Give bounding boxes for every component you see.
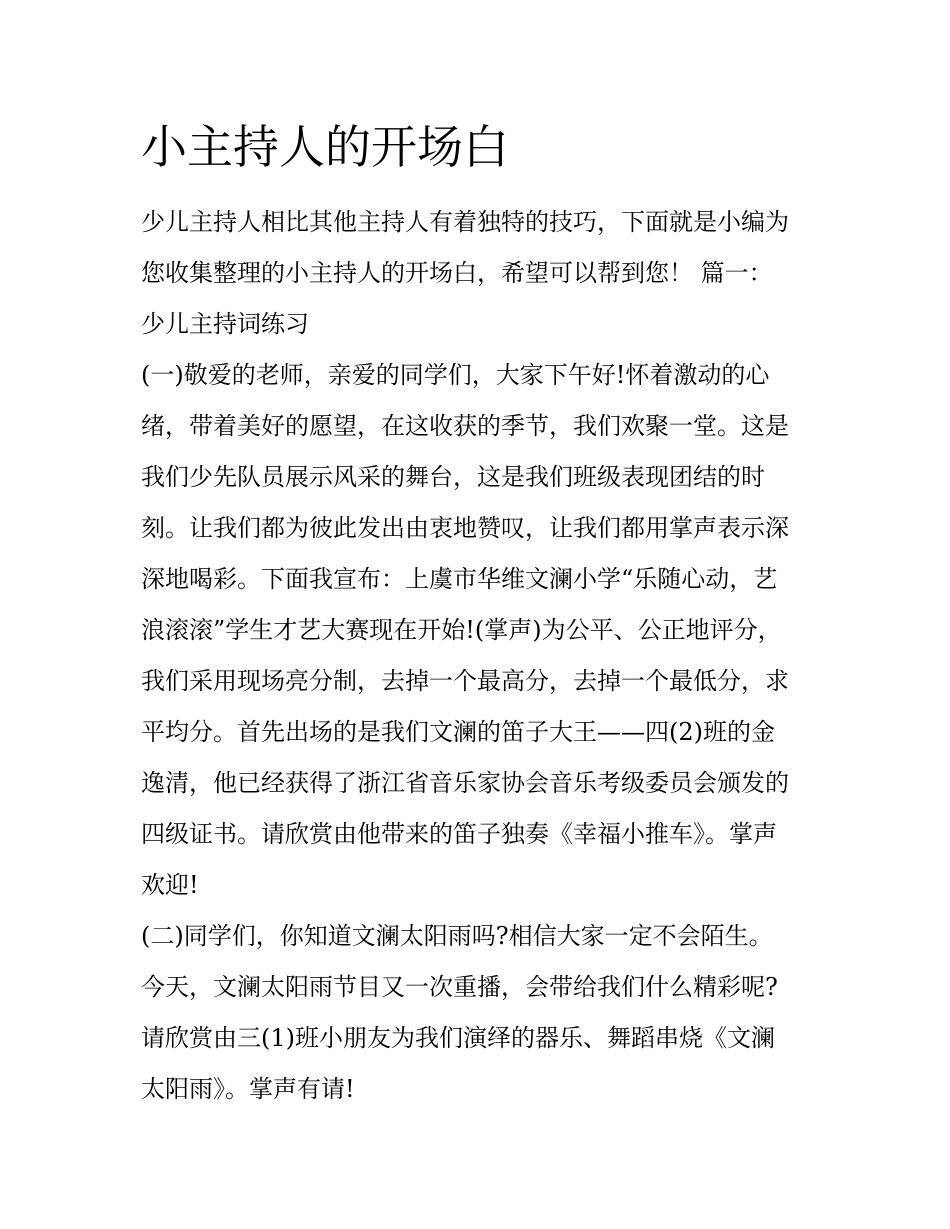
text-line: (二)同学们，你知道文澜太阳雨吗?相信大家一定不会陌生。 [141,922,773,950]
text-line: 我们少先队员展示风采的舞台，这是我们班级表现团结的时 [141,463,765,491]
text-line: 深地喝彩。下面我宣布：上虞市华维文澜小学“乐随心动，艺 [141,565,778,593]
text-line: 欢迎! [141,871,199,899]
text-line: 四级证书。请欣赏由他带来的笛子独奏《幸福小推车》。掌声 [141,820,777,848]
page-title: 小主持人的开场白 [141,120,509,174]
text-line: 绪，带着美好的愿望，在这收获的季节，我们欢聚一堂。这是 [141,412,789,440]
text-line: 太阳雨》。掌声有请! [141,1075,355,1103]
text-line: 今天，文澜太阳雨节目又一次重播，会带给我们什么精彩呢? [141,973,778,1001]
text-line: 少儿主持词练习 [141,310,309,338]
text-line: 逸清，他已经获得了浙江省音乐家协会音乐考级委员会颁发的 [141,769,789,797]
text-line: 平均分。首先出场的是我们文澜的笛子大王——四(2)班的金 [141,718,775,746]
text-line: 我们采用现场亮分制，去掉一个最高分，去掉一个最低分，求 [141,667,789,695]
text-line: 刻。让我们都为彼此发出由衷地赞叹，让我们都用掌声表示深 [141,514,789,542]
document-body [141,112,821,1115]
text-line: (一)敬爱的老师，亲爱的同学们，大家下午好!怀着激动的心 [141,361,770,389]
text-line: 您收集整理的小主持人的开场白，希望可以帮到您！ 篇一： [141,259,773,287]
text-line: 少儿主持人相比其他主持人有着独特的技巧，下面就是小编为 [141,208,789,236]
text-line: 请欣赏由三(1)班小朋友为我们演绎的器乐、舞蹈串烧《文澜 [141,1024,775,1052]
text-line: 浪滚滚”学生才艺大赛现在开始!(掌声)为公平、公正地评分， [141,616,782,644]
